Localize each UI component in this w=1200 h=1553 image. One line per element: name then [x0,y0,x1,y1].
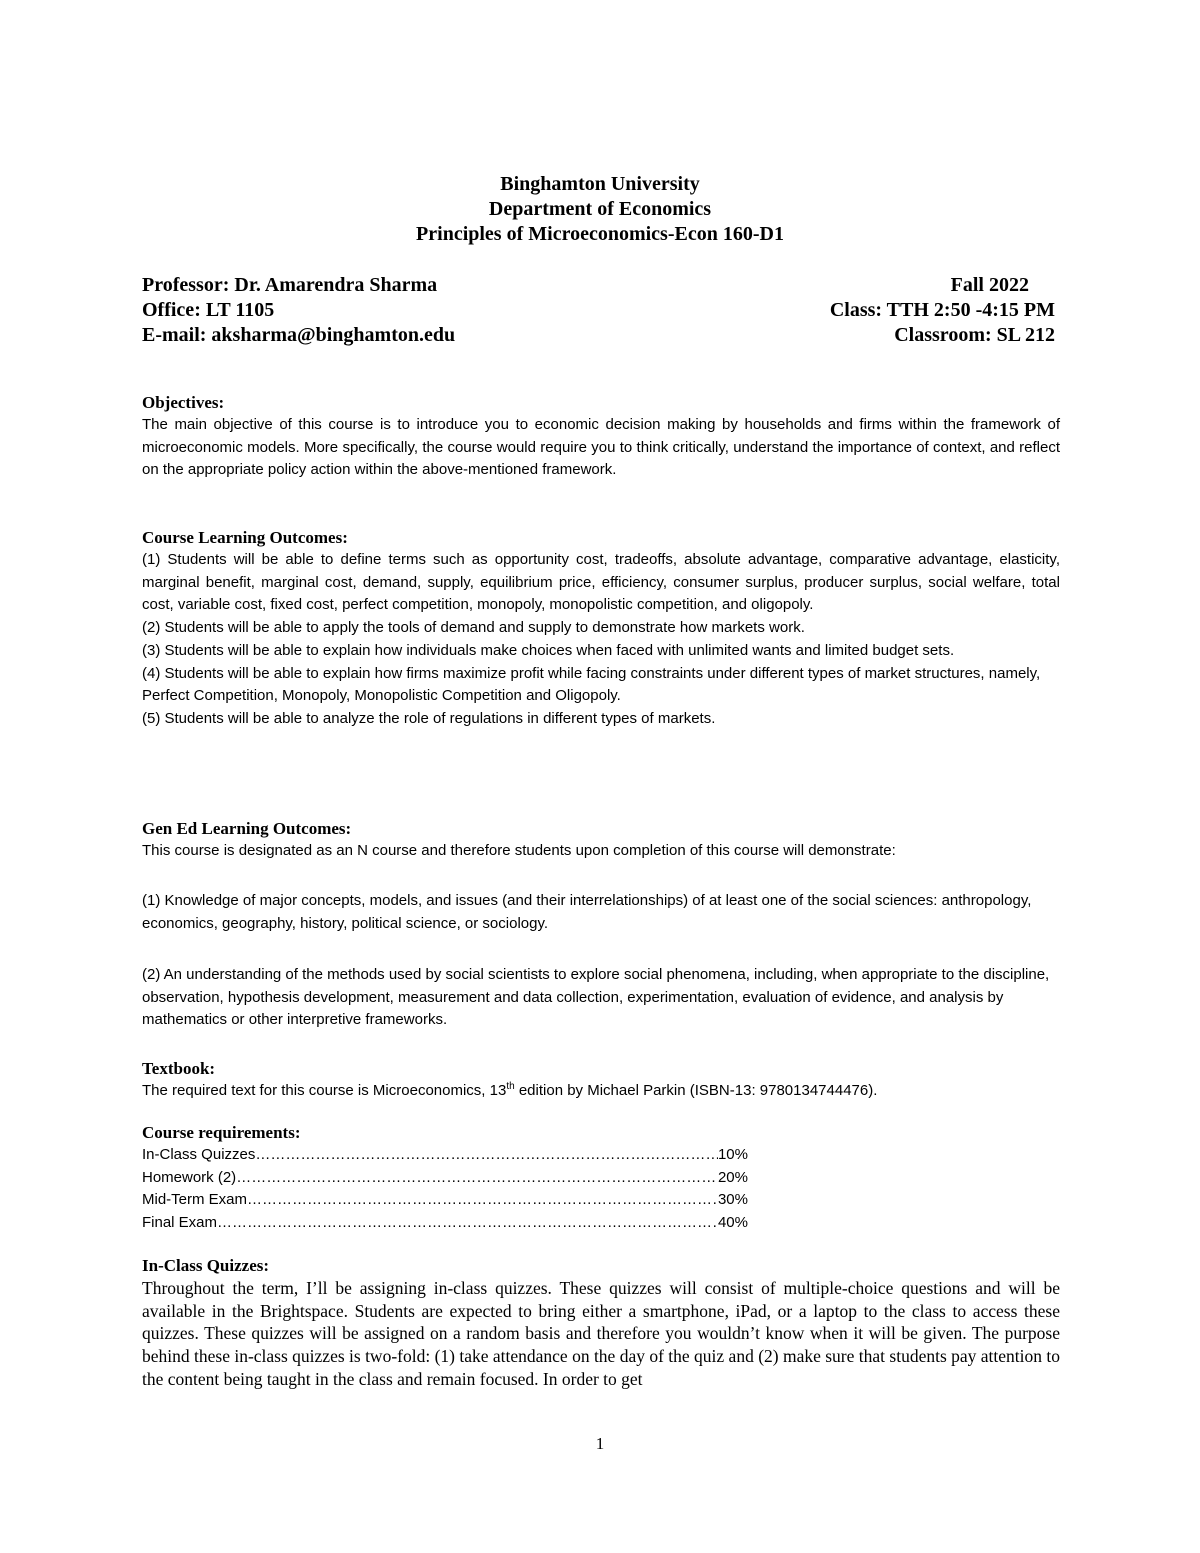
gen-ed-item-text: (2) An understanding of the methods used by social scientists to explore social phenomena, including, when appropriate to the discipline, observation, hypothesis development, measurement and data collection, experimentation, evaluation of evidence, and analysis by mathematics or other interpretive frameworks. [142,966,1050,1029]
term: Fall 2022 [950,274,1029,296]
requirement-weight: 30% [717,1191,748,1209]
email: E-mail: aksharma@binghamton.edu [142,324,456,346]
requirements-section [142,1122,1060,1235]
outcome-item: (2) Students will be able to apply the tools of demand and supply to demonstrate how markets work. [142,619,805,637]
gen-ed-heading: Gen Ed Learning Outcomes: [142,819,352,838]
textbook-heading: Textbook: [142,1059,216,1078]
requirement-row [142,1189,748,1212]
leader-dots [247,1189,718,1212]
quizzes-heading: In-Class Quizzes: [142,1256,270,1275]
requirements-heading: Course requirements: [142,1123,301,1142]
objectives-section [142,392,1060,482]
page-number: 1 [595,1434,605,1453]
university-name: Binghamton University [500,173,700,195]
department-name: Department of Economics [488,198,712,220]
learning-outcomes-section [142,527,1060,731]
requirement-weight: 10% [717,1146,748,1163]
requirement-weight: 20% [717,1168,748,1186]
requirement-label: Final Exam [142,1214,218,1232]
office: Office: LT 1105 [142,299,275,321]
leader-dots [236,1167,718,1190]
requirement-row [142,1167,748,1190]
textbook-section [142,1058,1060,1103]
requirement-label: In-Class Quizzes [142,1146,256,1163]
professor-name: Professor: Dr. Amarendra Sharma [142,274,438,296]
outcome-item: (4) Students will be able to explain how firms maximize profit while facing constraints under different types of market structures, namely, Perfect Competition, Monopoly, Monopolistic Competition and Oligopoly. [142,664,1041,705]
objectives-text: The main objective of this course is to introduce you to economic decision making by households and firms within the framework of microeconomic models. More specifically, the course would require you to think critically, understand the importance of context, and reflect on the appropriate policy action within the above-mentioned framework. [142,416,1060,479]
learning-outcomes-heading: Course Learning Outcomes: [142,528,348,547]
gen-ed-item-2 [142,964,1060,1032]
gen-ed-section [142,818,1060,863]
quizzes-text: Throughout the term, I’ll be assigning in-class quizzes. These quizzes will consist of multiple-choice questions and will be available in the Brightspace. Students are expected to bring either a smartphone, iPad, or a laptop to the class to access these quizzes. These quizzes will be assigned on a random basis and therefore you wouldn’t know when it will be given. The purpose behind these in-class quizzes is two-fold: (1) take attendance on the day of the quiz and (2) make sure that students pay attention to the content being taught in the class and remain focused. In order to get [142,1278,1060,1389]
document-header [0,172,1200,247]
outcome-item: (5) Students will be able to analyze the role of regulations in different types of markets. [142,709,716,727]
quizzes-section [142,1255,1060,1391]
requirement-row [142,1212,748,1235]
requirements-list [142,1144,748,1235]
outcome-item: (1) Students will be able to define terms such as opportunity cost, tradeoffs, absolute advantage, comparative advantage, elasticity, marginal benefit, marginal cost, demand, supply, equilibrium price, efficiency, consumer surplus, producer surplus, social welfare, total cost, variable cost, fixed cost, perfect competition, monopoly, monopolistic competition, and oligopoly. [142,551,1060,614]
gen-ed-item-1 [142,890,1060,935]
requirement-row [142,1144,748,1167]
gen-ed-intro: This course is designated as an N course and therefore students upon completion of this course will demonstrate: [142,842,896,859]
edition-superscript: th [506,1081,515,1092]
outcome-item: (3) Students will be able to explain how individuals make choices when faced with unlimited wants and limited budget sets. [142,641,955,659]
textbook-text-part: edition by Michael Parkin (ISBN-13: 9780134744476). [514,1082,878,1099]
classroom: Classroom: SL 212 [894,324,1055,346]
class-time: Class: TTH 2:50 -4:15 PM [829,299,1055,321]
course-title: Principles of Microeconomics-Econ 160-D1 [416,223,784,245]
course-info [142,273,1055,348]
requirement-weight: 40% [717,1214,748,1232]
requirement-label: Mid-Term Exam [142,1191,248,1209]
gen-ed-item-text: (1) Knowledge of major concepts, models, and issues (and their interrelationships) of at least one of the social sciences: anthropology, economics, geography, history, political science, or sociology. [142,892,1032,932]
textbook-text-part: The required text for this course is Microeconomics, 13 [142,1082,507,1099]
leader-dots [255,1144,718,1167]
requirement-label: Homework (2) [142,1168,237,1186]
objectives-heading: Objectives: [142,393,225,412]
textbook-text [142,1080,1060,1103]
leader-dots [217,1212,718,1235]
